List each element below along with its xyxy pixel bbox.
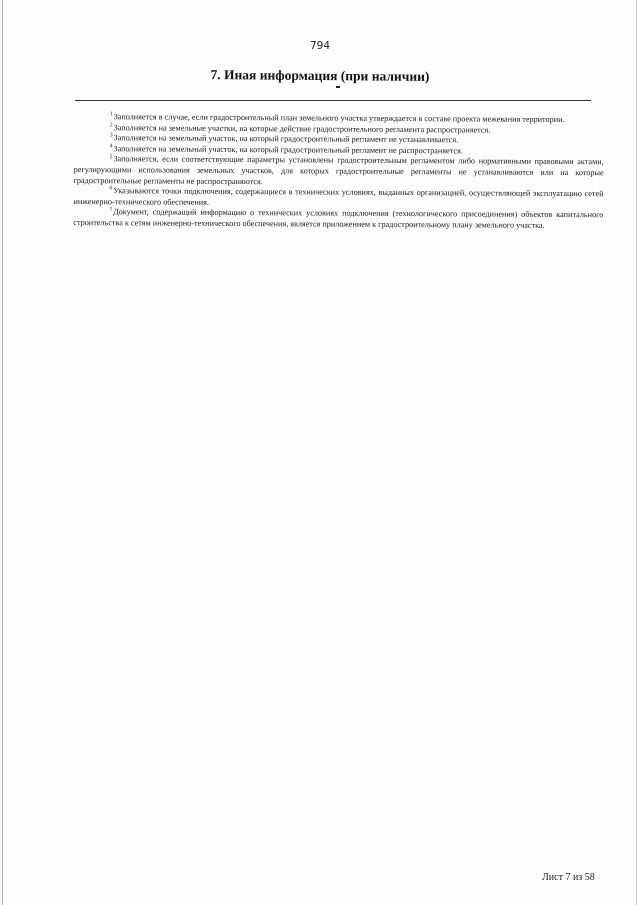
footnote-text: Документ, содержащий информацию о технических условиях подключения (технологического присоединения) объектов капитального строительства к сетям инженерно-технического обеспечения, является приложением к градостроительному плану земельного участка. — [73, 207, 604, 230]
footnote-divider — [75, 100, 591, 101]
footnote-mark: 1 — [109, 111, 113, 118]
title-mark — [336, 86, 340, 88]
scan-edge-right — [636, 0, 637, 905]
section-title: 7. Иная информация (при наличии) — [210, 67, 430, 84]
footnote-text: Заполняется в случае, если градостроительный план земельного участка утверждается в составе проекта межевания территории. — [113, 112, 565, 124]
footnote-mark: 6 — [109, 185, 113, 192]
footnote-text: Указываются точки подключения, содержащиеся в технических условиях, выданных организацией, осуществляющей эксплуатацию сетей инженерно-технического обеспечения. — [73, 186, 604, 207]
page-number: 794 — [309, 40, 331, 52]
footnote-mark: 3 — [109, 132, 113, 139]
footnote-text: Заполняется на земельные участки, на которые действие градостроительного регламента распространяется. — [113, 122, 491, 135]
footnote-mark: 7 — [109, 206, 113, 213]
footnote — [74, 154, 604, 189]
footnote-text: Заполняется на земельный участок, на который градостроительный регламент не распространяется. — [113, 144, 463, 156]
footnote-mark: 2 — [109, 122, 113, 129]
footnote-mark: 4 — [109, 143, 113, 150]
footnote — [73, 207, 603, 231]
scan-edge-left — [2, 0, 3, 905]
footnote-text: Заполняется, если соответствующие параметры установлены градостроительным регламентом либо нормативными правовыми актами, регулирующими использования земельных участков, для которых градостроительные регламенты не устанавливаются или на которые градостроительные регламенты не распространяются. — [73, 154, 604, 186]
footnote-text: Заполняется на земельный участок, на который градостроительный регламент не устанавливается. — [113, 133, 459, 145]
footnote-mark: 5 — [109, 153, 113, 160]
sheet-counter: Лист 7 из 58 — [542, 872, 595, 883]
footnotes-list — [73, 112, 604, 232]
